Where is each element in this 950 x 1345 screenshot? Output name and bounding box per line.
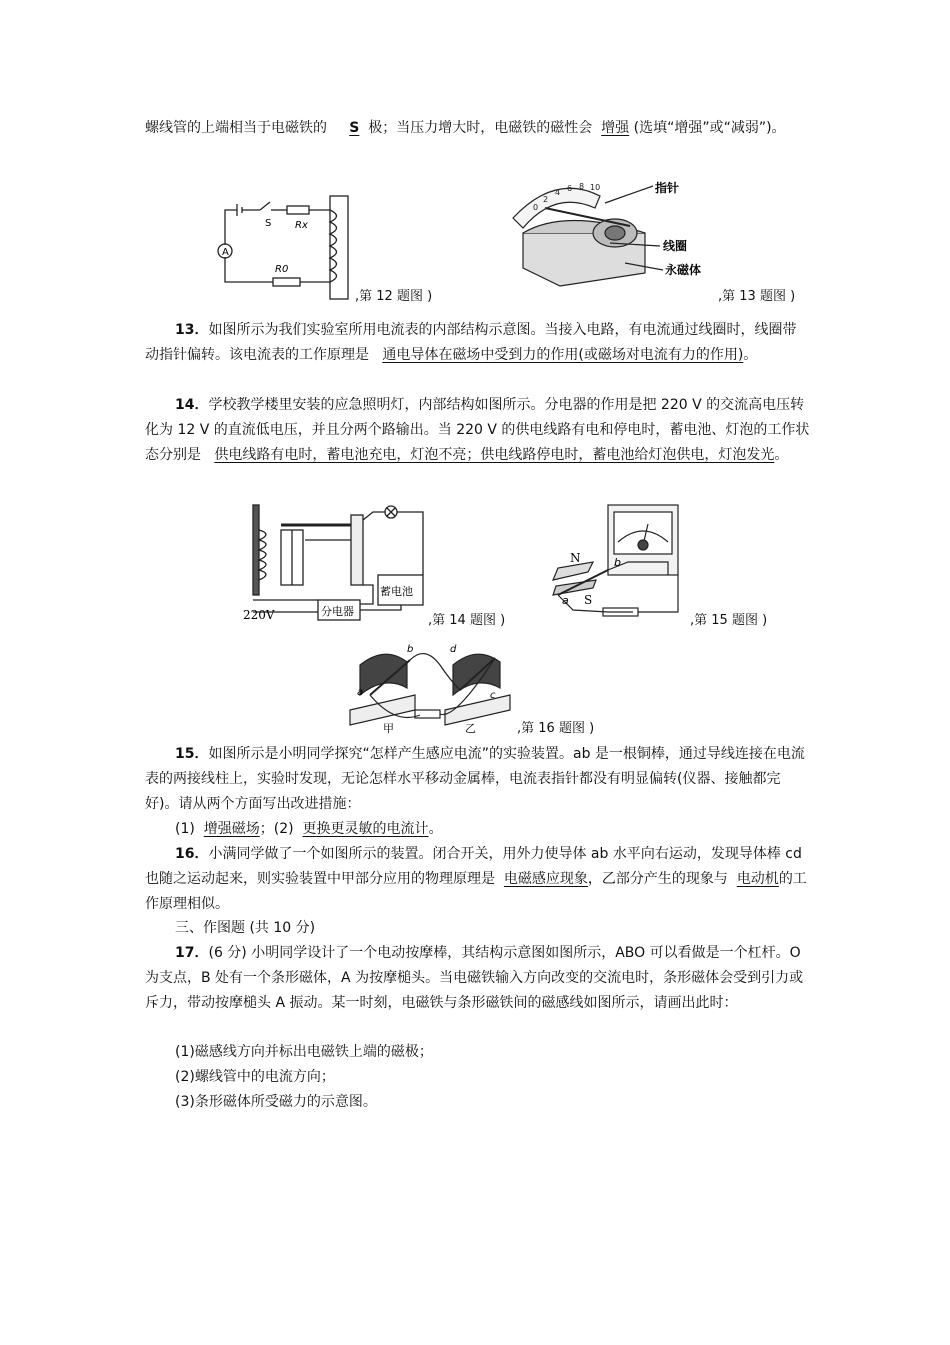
figure-14-emergency-light — [243, 500, 433, 625]
q12-text-b: 极；当压力增大时，电磁铁的磁性会 — [368, 120, 593, 136]
fig12-switch-label: S — [265, 218, 272, 229]
fig13-magnet-label: 永磁体 — [665, 263, 702, 277]
figure-14-caption: ,第 14 题图 ) — [428, 613, 506, 628]
q15-number: 15 — [175, 746, 195, 762]
q17-item-1: (1)磁感线方向并标出电磁铁上端的磁极； — [175, 1044, 433, 1060]
fig14-voltage-label: 220V — [243, 608, 275, 622]
fig13-pointer-label: 指针 — [655, 181, 680, 195]
q12-text-c: (选填“增强”或“减弱”)。 — [633, 120, 786, 136]
q15-answer-1: 增强磁场 — [203, 821, 260, 837]
figure-15-induction-setup — [548, 500, 698, 625]
q16-answer-1: 电磁感应现象 — [503, 871, 588, 887]
q12-text-a: 螺线管的上端相当于电磁铁的 — [145, 120, 327, 136]
figure-16-caption: ,第 16 题图 ) — [517, 721, 595, 736]
q12-answer-magnetism: 增强 — [601, 120, 630, 136]
q16-number: 16 — [175, 846, 195, 862]
q14-text: 学校教学楼里安装的应急照明灯，内部结构如图所示。分电器的作用是把 220 V 的交流高电压转化为 12 V 的直流低电压，并且分两个路输出。当 220 V 的供电线路有电和停电时，蓄电池、灯泡的工作状态分别是 — [145, 397, 810, 463]
q14-answer: 供电线路有电时，蓄电池充电，灯泡不亮；供电线路停电时，蓄电池给灯泡供电，灯泡发光 — [214, 447, 775, 463]
question-14: 14．学校教学楼里安装的应急照明灯，内部结构如图所示。分电器的作用是把 220 V 的交流高电压转化为 12 V 的直流低电压，并且分两个路输出。当 220 V 的供电线路有电和停电时，蓄电池、灯泡的工作状态分别是 供电线路有电时，蓄电池充电，灯泡不亮；供电线路停电时，蓄电池给灯泡供电，灯泡发光。 — [145, 397, 810, 463]
svg-text:8: 8 — [579, 182, 585, 191]
fig15-a-label: a — [562, 594, 569, 607]
q17-number: 17 — [175, 945, 195, 961]
fig15-b-label: b — [614, 556, 621, 569]
fig15-n-label: N — [570, 551, 581, 565]
q13-answer: 通电导体在磁场中受到力的作用(或磁场对电流有力的作用) — [382, 347, 744, 363]
fig15-s-label: S — [584, 593, 593, 607]
question-16: 16．小满同学做了一个如图所示的装置。闭合开关，用外力使导体 ab 水平向右运动，发现导体棒 cd 也随之运动起来，则实验装置中甲部分应用的物理原理是 电磁感应现象，乙部分产生的现象与 电动机的工作原理相似。 — [145, 846, 807, 912]
question-15: 15．如图所示是小明同学探究“怎样产生感应电流”的实验装置。ab 是一根铜棒，通过导线连接在电流表的两接线柱上，实验时发现，无论怎样水平移动金属棒，电流表指针都没有明显偏转(仪器、接触都完好)。请从两个方面写出改进措施： — [145, 746, 805, 812]
figure-12-caption: ,第 12 题图 ) — [355, 289, 433, 304]
section-3-heading: 三、作图题 (共 10 分) — [175, 920, 316, 936]
q17-item-2: (2)螺线管中的电流方向； — [175, 1069, 335, 1085]
figure-12-circuit — [205, 190, 365, 305]
fig16-a-label: a — [357, 687, 364, 698]
figure-13-ammeter-structure — [505, 178, 725, 290]
fig16-d-label: d — [450, 644, 457, 655]
fig16-jia-label: 甲 — [383, 722, 394, 735]
question-13: 13．如图所示为我们实验室所用电流表的内部结构示意图。当接入电路，有电流通过线圈时，线圈带动指针偏转。该电流表的工作原理是 通电导体在磁场中受到力的作用(或磁场对电流有力的作用)。 — [145, 322, 797, 363]
fig12-rx-label: Rx — [295, 220, 308, 231]
question-12-text — [145, 116, 810, 141]
q16-text: 小满同学做了一个如图所示的装置。闭合开关，用外力使导体 ab 水平向右运动，发现导体棒 cd 也随之运动起来，则实验装置中甲部分应用的物理原理是 — [145, 846, 802, 887]
q16-answer-2: 电动机 — [736, 871, 779, 887]
svg-text:6: 6 — [567, 184, 573, 193]
svg-text:0: 0 — [533, 203, 539, 212]
fig12-r0-label: R0 — [275, 264, 289, 275]
svg-text:10: 10 — [590, 183, 601, 192]
figure-13-caption: ,第 13 题图 ) — [718, 289, 796, 304]
fig14-battery-label: 蓄电池 — [380, 585, 413, 598]
fig13-coil-label: 线圈 — [663, 239, 688, 253]
fig16-b-label: b — [407, 644, 414, 655]
q13-number: 13 — [175, 322, 195, 338]
q15-answer-2: 更换更灵敏的电流计 — [302, 821, 429, 837]
q17-text: (6 分) 小明同学设计了一个电动按摩棒，其结构示意图如图所示，ABO 可以看做是一个杠杆。O 为支点，B 处有一个条形磁体，A 为按摩槌头。当电磁铁输入方向改变的交流电时，条形磁体会受到引力或斥力，带动按摩槌头 A 振动。某一时刻，电磁铁与条形磁铁间的磁感线如图所示，请画出此时： — [145, 945, 804, 1011]
svg-text:4: 4 — [555, 188, 561, 197]
q14-number: 14 — [175, 397, 195, 413]
question-17: 17．(6 分) 小明同学设计了一个电动按摩棒，其结构示意图如图所示，ABO 可以看做是一个杠杆。O 为支点，B 处有一个条形磁体，A 为按摩槌头。当电磁铁输入方向改变的交流电时，条形磁体会受到引力或斥力，带动按摩槌头 A 振动。某一时刻，电磁铁与条形磁铁间的磁感线如图所示，请画出此时： — [145, 945, 804, 1011]
q15-text: 如图所示是小明同学探究“怎样产生感应电流”的实验装置。ab 是一根铜棒，通过导线连接在电流表的两接线柱上，实验时发现，无论怎样水平移动金属棒，电流表指针都没有明显偏转(仪器、接触都完好)。请从两个方面写出改进措施： — [145, 746, 805, 812]
fig14-splitter-label: 分电器 — [321, 605, 354, 618]
q13-text: 如图所示为我们实验室所用电流表的内部结构示意图。当接入电路，有电流通过线圈时，线圈带动指针偏转。该电流表的工作原理是 — [145, 322, 797, 363]
q12-answer-pole: S — [349, 120, 360, 136]
question-15-answers: (1) 增强磁场；(2) 更换更灵敏的电流计。 — [175, 821, 443, 837]
svg-text:2: 2 — [543, 195, 549, 204]
figure-15-caption: ,第 15 题图 ) — [690, 613, 768, 628]
q17-item-3: (3)条形磁体所受磁力的示意图。 — [175, 1094, 377, 1110]
fig16-yi-label: 乙 — [465, 722, 476, 735]
fig16-c-label: c — [490, 690, 496, 701]
figure-16-two-parts — [345, 640, 520, 740]
fig12-ammeter-label: A — [222, 247, 229, 258]
